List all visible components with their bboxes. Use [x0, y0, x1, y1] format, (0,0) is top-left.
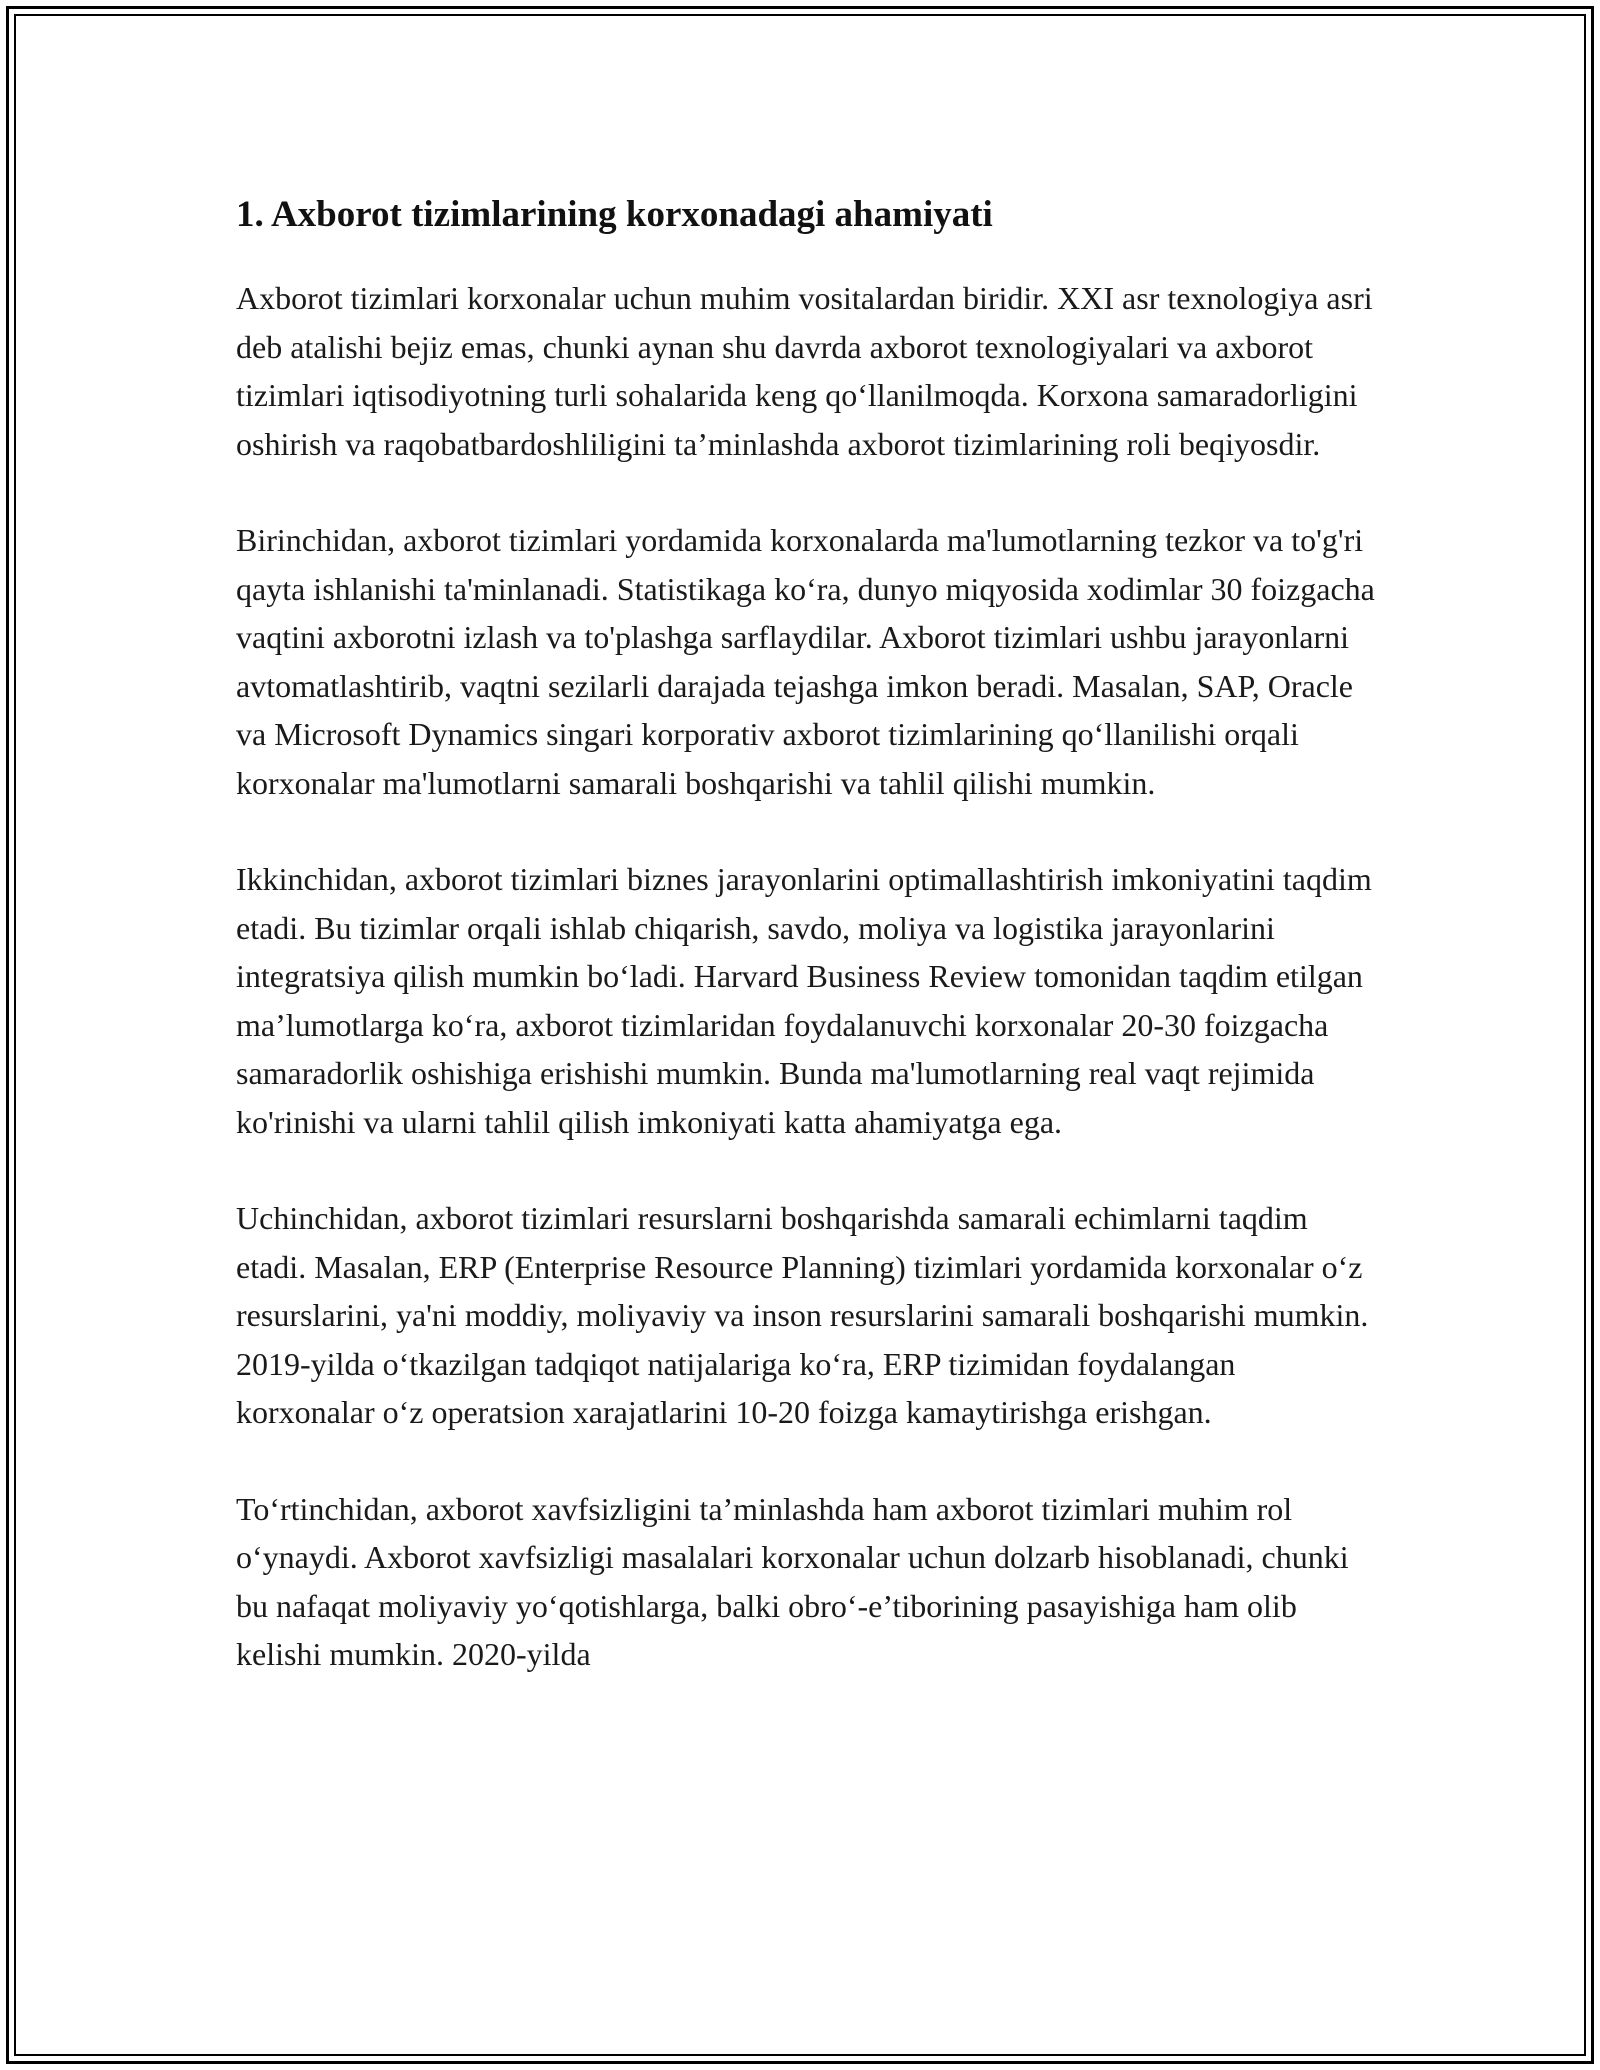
paragraph-fourth: To‘rtinchidan, axborot xavfsizligini ta’minlashda ham axborot tizimlari muhim rol o‘ynaydi. Axborot xavfsizligi masalalari korxonalar uchun dolzarb hisoblanadi, chunki bu nafaqat moliyaviy yo‘qotishlarga, balki obro‘-e’tiborining pasayishiga ham olib kelishi mumkin. 2020-yilda — [236, 1490, 1349, 1672]
paragraph-first: Birinchidan, axborot tizimlari yordamida korxonalarda ma'lumotlarning tezkor va to'g'ri qayta ishlanishi ta'minlanadi. Statistikaga ko‘ra, dunyo miqyosida xodimlar 30 foizgacha vaqtini axborotni izlash va to'plashga sarflaydilar. Axborot tizimlari ushbu jarayonlarni avtomatlashtirib, vaqtni sezilarli darajada tejashga imkon beradi. Masalan, SAP, Oracle va Microsoft Dynamics singari korporativ axborot tizimlarining qo‘llanilishi orqali korxonalar ma'lumotlarni samarali boshqarishi va tahlil qilishi mumkin. — [236, 522, 1375, 801]
paragraph-intro: Axborot tizimlari korxonalar uchun muhim vositalardan biridir. XXI asr texnologiya asri deb atalishi bejiz emas, chunki aynan shu davrda axborot texnologiyalari va axborot tizimlari iqtisodiyotning turli sohalarida keng qo‘llanilmoqda. Korxona samaradorligini oshirish va raqobatbardoshliligini ta’minlashda axborot tizimlarining roli beqiyosdir. — [236, 280, 1373, 462]
paragraph-second: Ikkinchidan, axborot tizimlari biznes jarayonlarini optimallashtirish imkoniyatini taqdim etadi. Bu tizimlar orqali ishlab chiqarish, savdo, moliya va logistika jarayonlarini integratsiya qilish mumkin bo‘ladi. Harvard Business Review tomonidan taqdim etilgan ma’lumotlarga ko‘ra, axborot tizimlaridan foydalanuvchi korxonalar 20-30 foizgacha samaradorlik oshishiga erishishi mumkin. Bunda ma'lumotlarning real vaqt rejimida ko'rinishi va ularni tahlil qilish imkoniyati katta ahamiyatga ega. — [236, 861, 1372, 1140]
document-content — [236, 186, 1376, 1727]
paragraph-third: Uchinchidan, axborot tizimlari resurslarni boshqarishda samarali echimlarni taqdim etadi. Masalan, ERP (Enterprise Resource Planning) tizimlari yordamida korxonalar o‘z resurslarini, ya'ni moddiy, moliyaviy va inson resurslarini samarali boshqarishi mumkin. 2019-yilda o‘tkazilgan tadqiqot natijalariga ko‘ra, ERP tizimidan foydalangan korxonalar o‘z operatsion xarajatlarini 10-20 foizga kamaytirishga erishgan. — [236, 1200, 1369, 1430]
section-heading: 1. Axborot tizimlarining korxonadagi ahamiyati — [236, 194, 993, 235]
